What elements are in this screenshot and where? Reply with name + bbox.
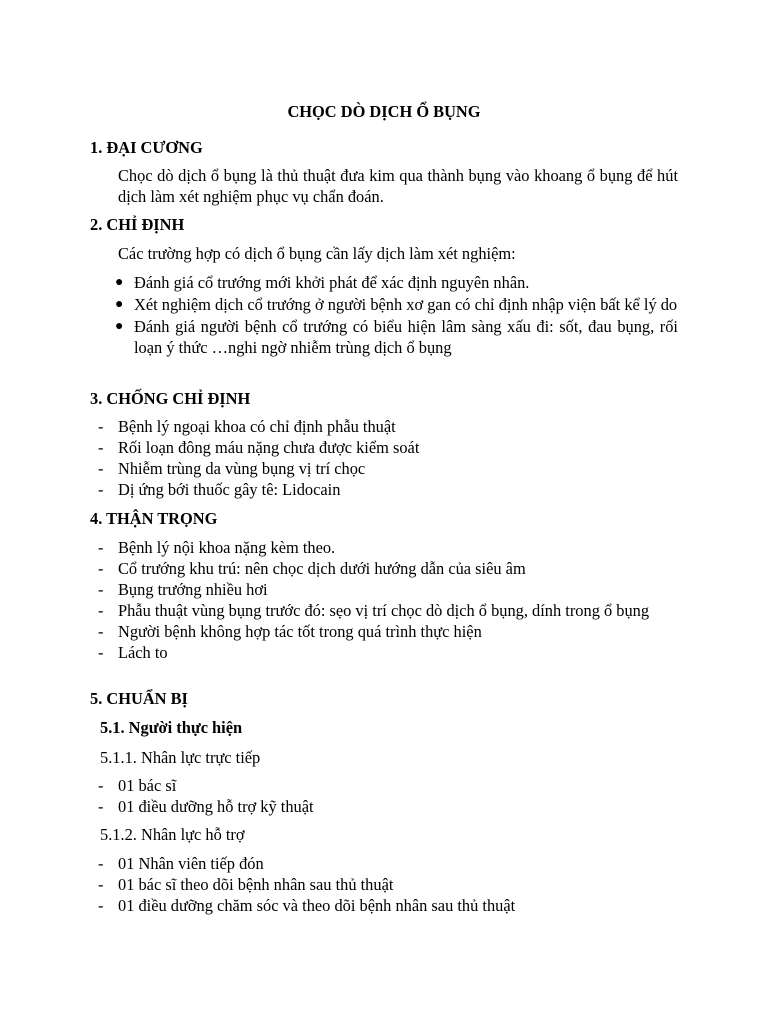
section-heading-indications: 2. CHỈ ĐỊNH	[90, 215, 185, 234]
overview-paragraph: Chọc dò dịch ổ bụng là thủ thuật đưa kim qua thành bụng vào khoang ổ bụng để hút dịch làm xét nghiệm phục vụ chẩn đoán.	[118, 166, 678, 206]
bullet-icon: ●	[115, 319, 124, 334]
list-item: - 01 điều dưỡng chăm sóc và theo dõi bệnh nhân sau thủ thuật	[98, 896, 516, 915]
bullet-icon: ●	[115, 275, 124, 290]
section-heading-precautions: 4. THẬN TRỌNG	[90, 509, 218, 528]
dash-marker: -	[98, 538, 104, 557]
dash-marker: -	[98, 559, 104, 578]
dash-marker: -	[98, 875, 104, 894]
list-item: - Phẫu thuật vùng bụng trước đó: sẹo vị trí chọc dò dịch ổ bụng, dính trong ổ bụng	[98, 601, 650, 620]
list-item: - Lách to	[98, 643, 168, 662]
list-item: - Dị ứng bới thuốc gây tê: Lidocain	[98, 480, 341, 499]
section-heading-contraindications: 3. CHỐNG CHỈ ĐỊNH	[90, 389, 251, 408]
list-item: ● Đánh giá người bệnh cổ trướng có biểu hiện lâm sàng xấu đi: sốt, đau bụng, rối loạn ý thức …nghi ngờ nhiễm trùng dịch ổ bụng	[115, 317, 678, 357]
dash-marker: -	[98, 776, 104, 795]
list-item: ● Đánh giá cổ trướng mới khởi phát để xác định nguyên nhân.	[115, 273, 530, 292]
subsection-heading-support-staff: 5.1.2. Nhân lực hỗ trợ	[100, 825, 245, 844]
list-item: - 01 điều dưỡng hỗ trợ kỹ thuật	[98, 797, 314, 816]
page-title: CHỌC DÒ DỊCH Ổ BỤNG	[287, 102, 481, 121]
list-item: ● Xét nghiệm dịch cổ trướng ở người bệnh xơ gan có chỉ định nhập viện bất kể lý do	[115, 295, 678, 314]
dash-marker: -	[98, 797, 104, 816]
list-item: - Nhiễm trùng da vùng bụng vị trí chọc	[98, 459, 366, 478]
dash-marker: -	[98, 622, 104, 641]
subsection-heading-direct-staff: 5.1.1. Nhân lực trực tiếp	[100, 748, 261, 767]
dash-marker: -	[98, 480, 104, 499]
indications-intro: Các trường hợp có dịch ổ bụng cần lấy dịch làm xét nghiệm:	[118, 244, 516, 263]
dash-marker: -	[98, 438, 104, 457]
list-item: - 01 bác sĩ	[98, 776, 177, 795]
dash-marker: -	[98, 459, 104, 478]
list-item: - Bụng trướng nhiều hơi	[98, 580, 268, 599]
list-item: - Người bệnh không hợp tác tốt trong quá trình thực hiện	[98, 622, 482, 641]
dash-marker: -	[98, 580, 104, 599]
section-heading-overview: 1. ĐẠI CƯƠNG	[90, 138, 203, 157]
support-staff-list	[96, 853, 678, 916]
contraindications-list	[96, 416, 678, 500]
list-item: - Rối loạn đông máu nặng chưa được kiểm soát	[98, 438, 420, 457]
section-heading-preparation: 5. CHUẨN BỊ	[90, 689, 188, 708]
list-item: - Bệnh lý ngoại khoa có chỉ định phẫu thuật	[98, 417, 396, 436]
bullet-icon: ●	[115, 297, 124, 312]
dash-marker: -	[98, 643, 104, 662]
list-item: - Bệnh lý nội khoa nặng kèm theo.	[98, 538, 336, 557]
list-item: - 01 Nhân viên tiếp đón	[98, 854, 264, 873]
precautions-list	[96, 537, 678, 663]
dash-marker: -	[98, 417, 104, 436]
dash-marker: -	[98, 896, 104, 915]
list-item: - 01 bác sĩ theo dõi bệnh nhân sau thủ thuật	[98, 875, 394, 894]
indications-list	[115, 272, 678, 359]
list-item: - Cổ trướng khu trú: nên chọc dịch dưới hướng dẫn của siêu âm	[98, 559, 526, 578]
subsection-heading-performers: 5.1. Người thực hiện	[100, 718, 243, 737]
dash-marker: -	[98, 854, 104, 873]
dash-marker: -	[98, 601, 104, 620]
direct-staff-list	[96, 775, 678, 817]
